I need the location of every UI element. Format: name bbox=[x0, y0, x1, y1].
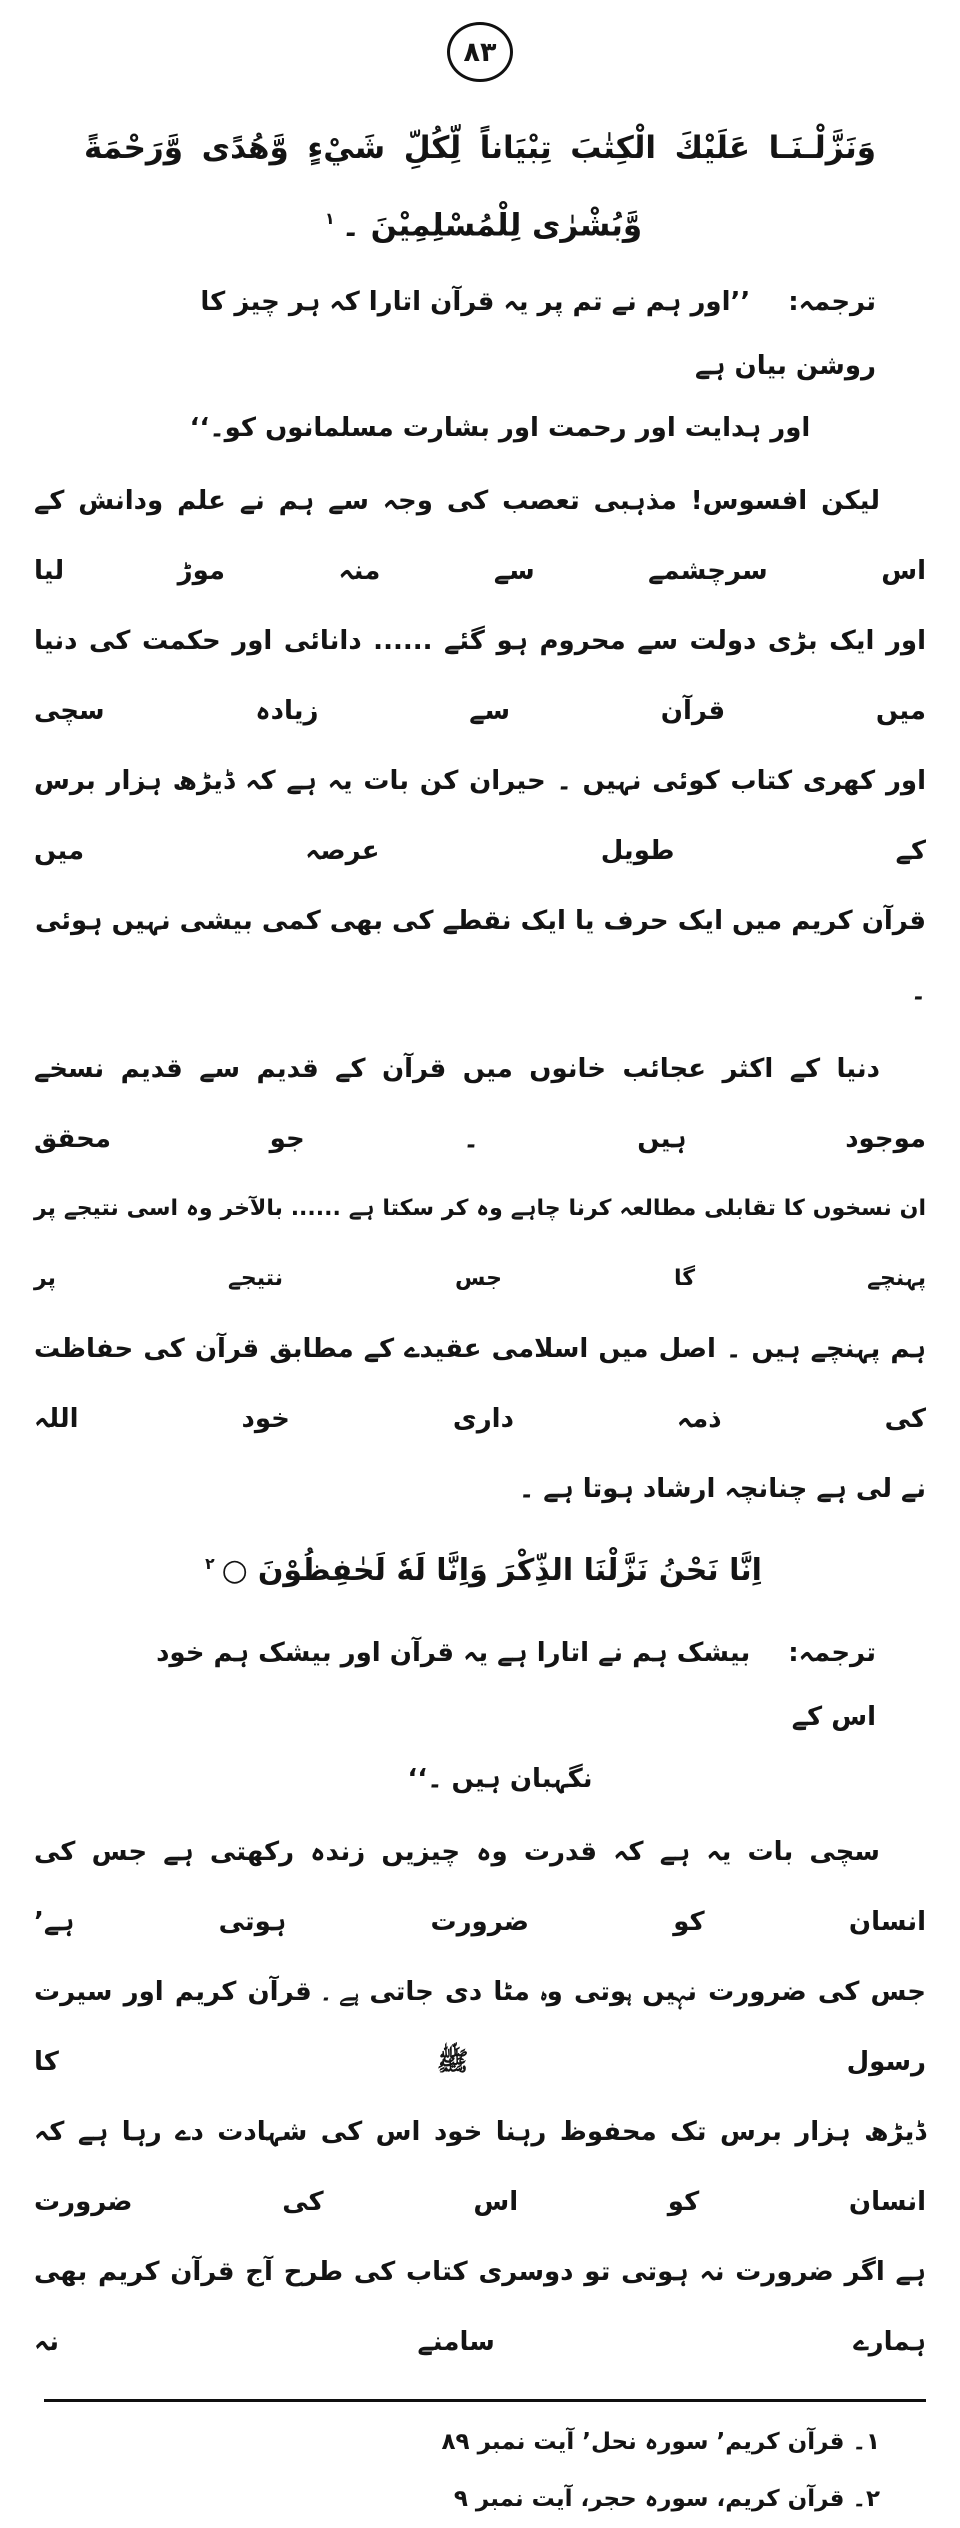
body-paragraph-2 bbox=[34, 1034, 926, 1524]
translation-block-2 bbox=[124, 1621, 876, 1809]
paragraph-3-line-2-text: جس کی ضرورت نہیں ہوتی وہ مٹا دی جاتی ہے ۔ قرآن کریم اور سیرت رسول bbox=[34, 1977, 926, 2078]
page-number-row bbox=[34, 22, 926, 82]
footnote-ref-2: ۲ bbox=[205, 1555, 215, 1574]
paragraph-3-line-2-tail: کا bbox=[34, 2047, 59, 2078]
paragraph-1-line-3: اور کھری کتاب کوئی نہیں ۔ حیران کن بات یہ ہے کہ ڈیڑھ ہزار برس کے طویل عرصہ میں bbox=[34, 766, 926, 867]
translation-block-1 bbox=[124, 270, 876, 458]
footnote-2-text: قرآن کریم، سورہ حجر، آیت نمبر ۹ bbox=[453, 2486, 845, 2513]
paragraph-2-line-3: ہم پہنچے ہیں ۔ اصل میں اسلامی عقیدے کے مطابق قرآن کی حفاظت کی ذمہ داری خود اللہ bbox=[34, 1334, 926, 1435]
verse-1-line-1: وَنَزَّلْـنَـا عَلَيْكَ الْكِتٰبَ تِبْيَاناً لِّكُلِّ شَيْءٍ وَّهُدًى وَّرَحْمَةً bbox=[84, 130, 876, 166]
paragraph-3-line-2 bbox=[34, 1957, 926, 2097]
paragraph-1-line-4: قرآن کریم میں ایک حرف یا ایک نقطے کی بھی کمی بیشی نہیں ہوئی ۔ bbox=[34, 906, 926, 1007]
translation-label: ترجمہ: bbox=[788, 287, 876, 318]
translation-2-line-2: نگہبان ہیں ۔‘‘ bbox=[407, 1764, 593, 1795]
footnote-1 bbox=[34, 2414, 880, 2471]
footnote-2 bbox=[34, 2471, 880, 2528]
paragraph-1-line-1: لیکن افسوس! مذہبی تعصب کی وجہ سے ہم نے علم ودانش کے اس سرچشمے سے منہ موڑ لیا bbox=[34, 486, 926, 587]
translation-1-line-1 bbox=[124, 270, 876, 398]
arabic-verse-2 bbox=[34, 1528, 926, 1607]
translation-1-line-2: اور ہدایت اور رحمت اور بشارت مسلمانوں کو۔‘‘ bbox=[189, 413, 811, 444]
paragraph-2-line-2: ان نسخوں کا تقابلی مطالعہ کرنا چاہے وہ کر سکتا ہے ...... بالآخر وہ اسی نتیجے پر پہنچے گا جس نتیجے پر bbox=[34, 1196, 926, 1292]
end-of-ayah-mark: ○ bbox=[221, 1553, 248, 1589]
body-paragraph-3 bbox=[34, 1817, 926, 2377]
body-paragraph-1 bbox=[34, 466, 926, 1026]
verse-1-line-2 bbox=[84, 188, 876, 256]
page-number: ۸۳ bbox=[463, 36, 497, 68]
translation-2-text: بیشک ہم نے اتارا ہے یہ قرآن اور بیشک ہم خود اس کے bbox=[156, 1638, 876, 1733]
footnote-1-marker: ۱۔ bbox=[852, 2429, 880, 2456]
verse-2-text: اِنَّا نَحْنُ نَزَّلْنَا الذِّكْرَ وَاِنَّا لَهٗ لَحٰفِظُوْنَ bbox=[257, 1553, 762, 1589]
page-number-badge bbox=[447, 22, 513, 82]
paragraph-3-line-1: سچی بات یہ ہے کہ قدرت وہ چیزیں زندہ رکھتی ہے جس کی انسان کو ضرورت ہوتی ہے’ bbox=[34, 1837, 926, 1938]
translation-label: ترجمہ: bbox=[788, 1638, 876, 1669]
footnote-ref-1: ۱ bbox=[324, 209, 335, 228]
salawat-symbol: ﷺ bbox=[437, 2047, 469, 2078]
translation-1-text: ’’اور ہم نے تم پر یہ قرآن اتارا کہ ہر چیز کا روشن بیان ہے bbox=[200, 287, 876, 382]
paragraph-1-line-2: اور ایک بڑی دولت سے محروم ہو گئے ...... دانائی اور حکمت کی دنیا میں قرآن سے زیادہ سچی bbox=[34, 626, 926, 727]
paragraph-2-line-4: نے لی ہے چنانچہ ارشاد ہوتا ہے ۔ bbox=[518, 1474, 926, 1505]
translation-2-line-1 bbox=[124, 1621, 876, 1749]
footnote-2-marker: ۲۔ bbox=[852, 2486, 880, 2513]
paragraph-2-line-1: دنیا کے اکثر عجائب خانوں میں قرآن کے قدیم سے قدیم نسخے موجود ہیں ۔ جو محقق bbox=[34, 1054, 926, 1155]
paragraph-3-line-3: ڈیڑھ ہزار برس تک محفوظ رہنا خود اس کی شہادت دے رہا ہے کہ انسان کو اس کی ضرورت bbox=[34, 2117, 926, 2218]
footnote-1-text: قرآن کریم’ سورہ نحل’ آیت نمبر ۸۹ bbox=[441, 2429, 845, 2456]
arabic-verse-1 bbox=[84, 108, 876, 256]
verse-1-line-2-text: وَّبُشْرٰى لِلْمُسْلِمِيْنَ ۔ bbox=[341, 207, 643, 244]
footnotes bbox=[34, 2402, 926, 2528]
paragraph-3-line-4: ہے اگر ضرورت نہ ہوتی تو دوسری کتاب کی طرح آج قرآن کریم بھی ہمارے سامنے نہ bbox=[34, 2257, 926, 2358]
